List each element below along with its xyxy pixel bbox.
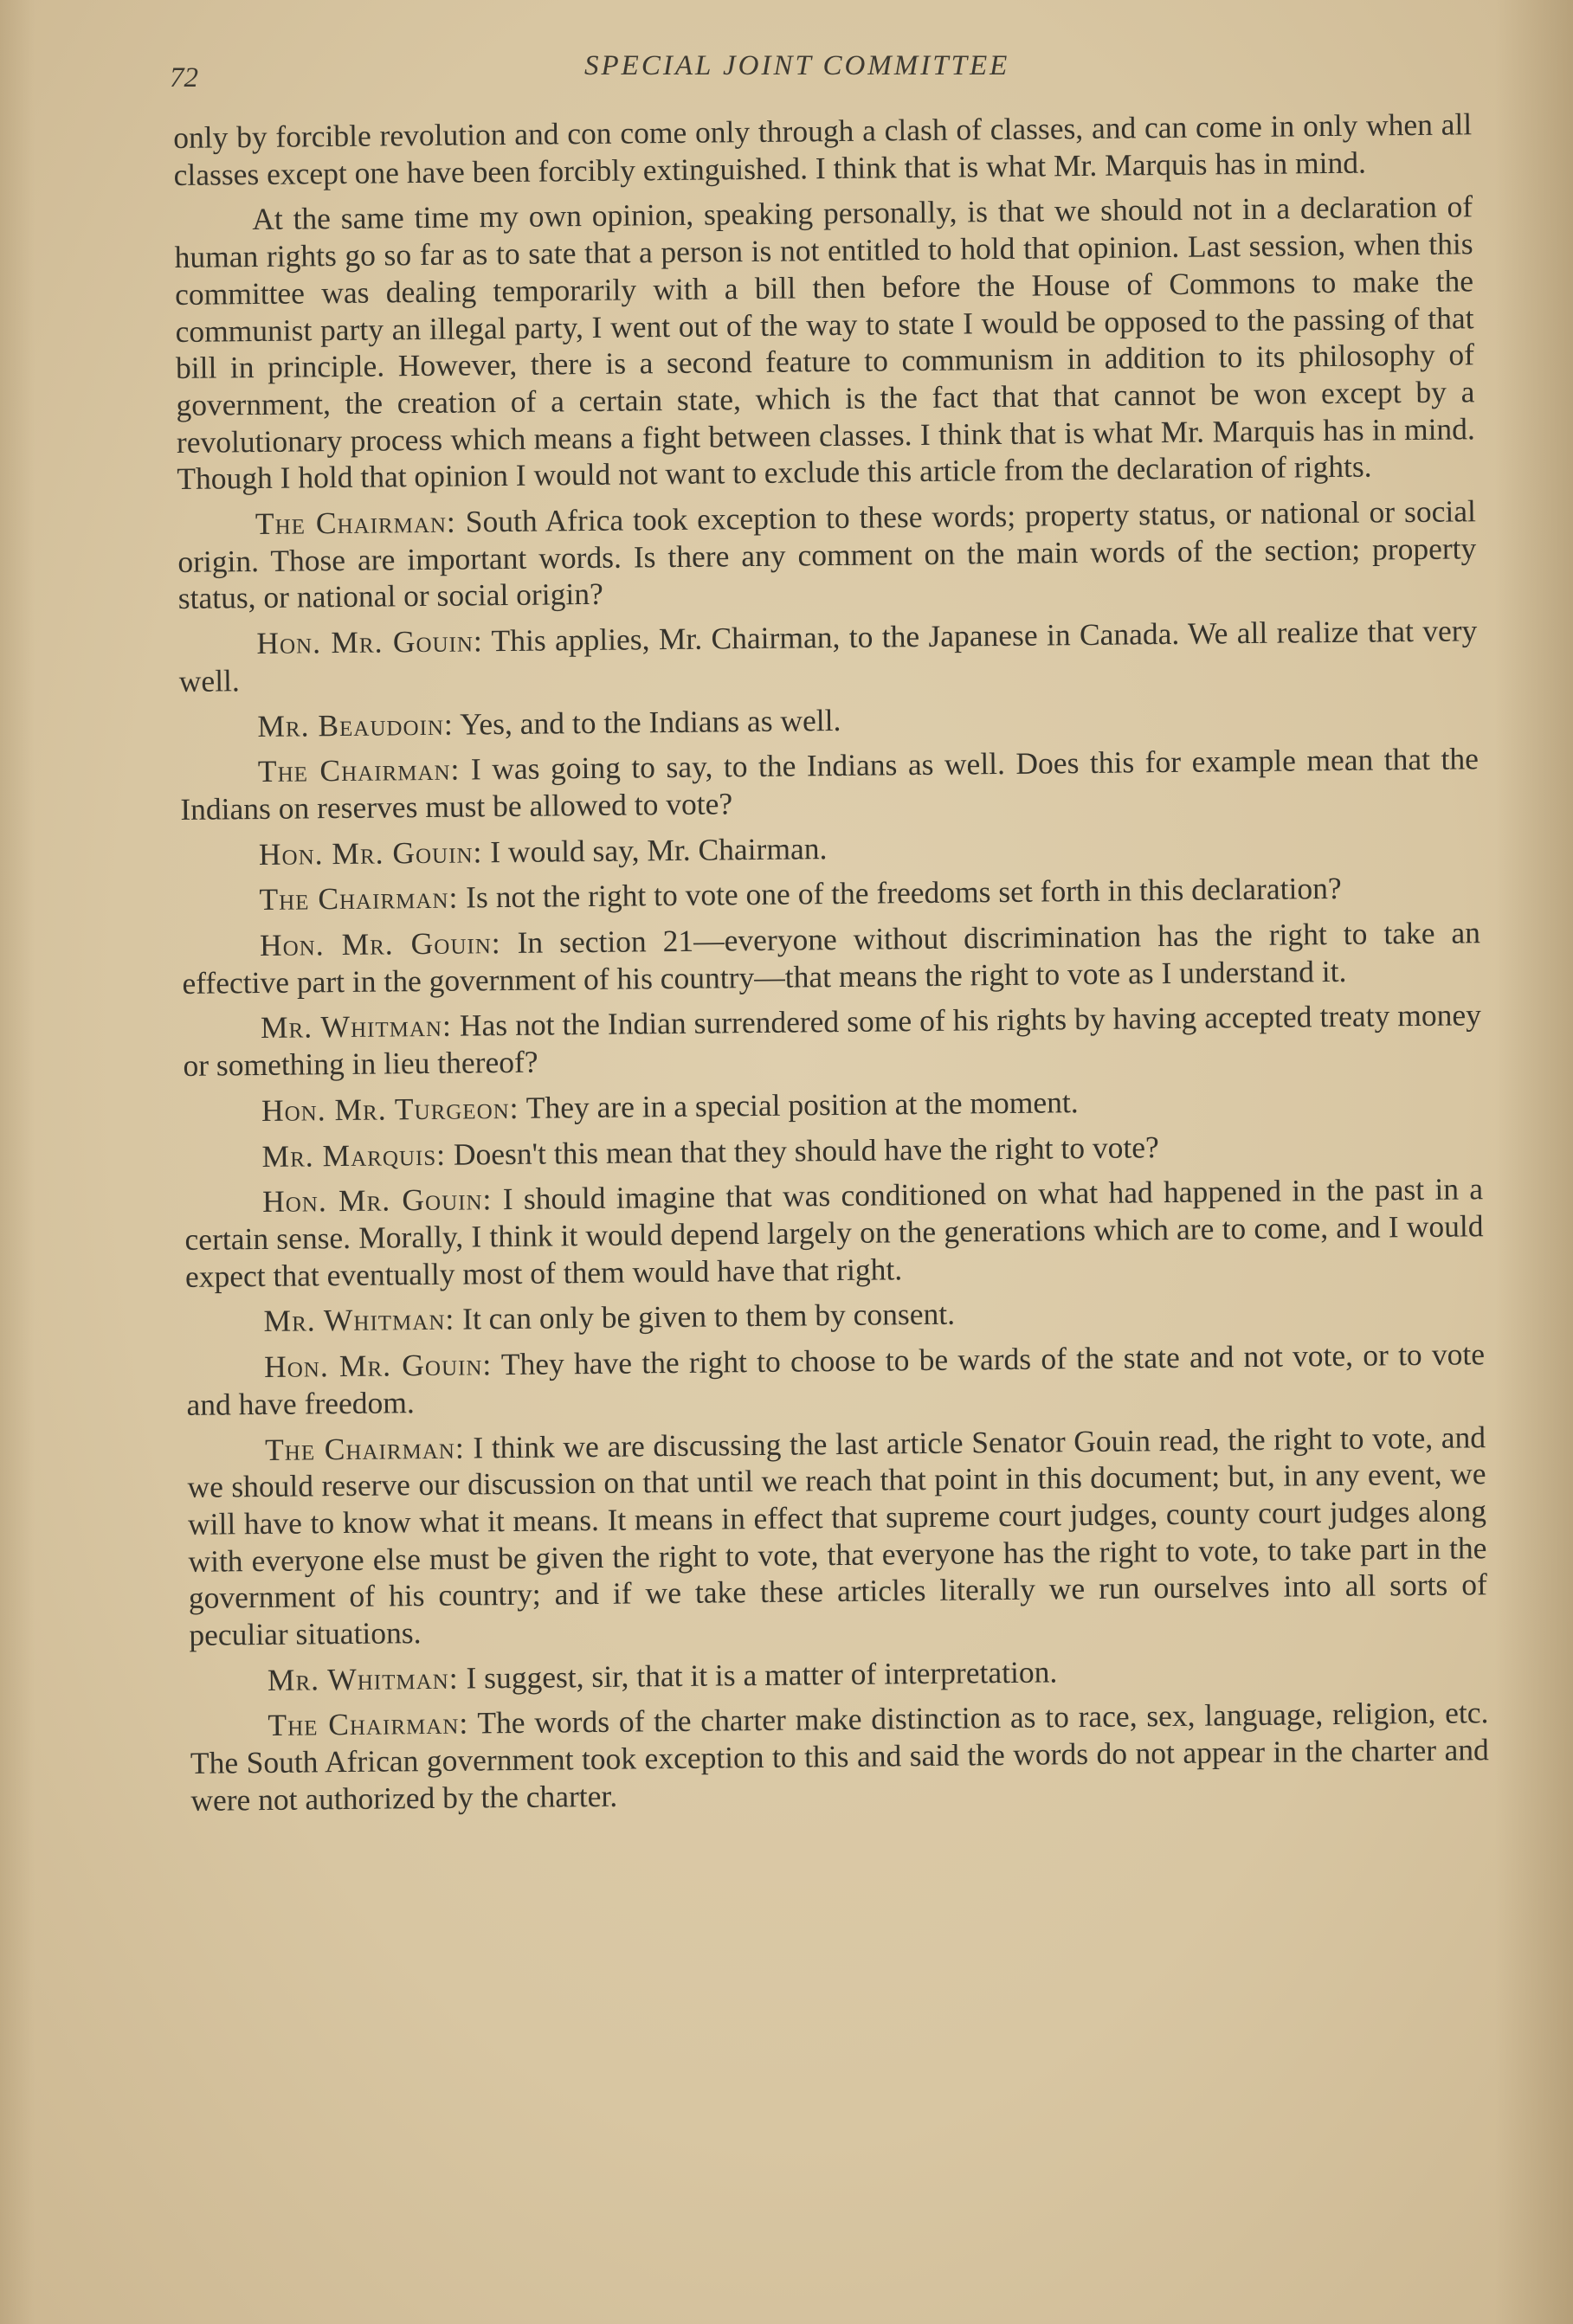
paragraph-text: only by forcible revolution and con come only through a clash of classes, and can come in only when all classes except one have been forcibly extinguished. I think that is what Mr. Marquis has in mind.	[173, 106, 1473, 192]
speaker-name: The Chairman:	[268, 1705, 469, 1743]
paragraph	[187, 1419, 1488, 1654]
paragraph	[184, 1079, 1482, 1130]
page-number: 72	[170, 62, 198, 93]
paragraph-text: South Africa took exception to these words; property status, or national or social origin. Those are important words. Is there any comment on the main words of the section; property status, or national or social origin?	[177, 493, 1477, 616]
speaker-name: Mr. Beaudoin:	[257, 706, 454, 744]
speaker-name: Mr. Marquis:	[261, 1136, 447, 1174]
speaker-name: Hon. Mr. Gouin:	[263, 1347, 493, 1385]
paragraph-text: They have the right to choose to be wards of the state and not vote, or to vote and have freedom.	[186, 1336, 1486, 1422]
paragraph-text: In section 21—everyone without discrimination has the right to take an effective part in the government of his country—that means the right to vote as I understand it.	[182, 915, 1481, 1001]
page-edge-shadow-right	[1495, 0, 1573, 2324]
speaker-name: The Chairman:	[264, 1430, 465, 1467]
paragraph-text: I suggest, sir, that it is a matter of interpretation.	[466, 1654, 1058, 1696]
speaker-name: Mr. Whitman:	[263, 1302, 455, 1339]
paragraph	[186, 1336, 1486, 1423]
speaker-name: The Chairman:	[255, 504, 457, 542]
paragraph-text: I think we are discussing the last article Senator Gouin read, the right to vote, and we should reserve our discussion on that until we reach that point in this document; but, in any event, we will have to know what it means. It means in effect that supreme court judges, county court judges along with everyone else must be given the right to vote, that everyone has the right to vote, to take part in the government of his country; and if we take these articles literally we run ourselves into all sorts of peculiar situations.	[187, 1419, 1488, 1652]
paragraph	[178, 612, 1478, 699]
paragraph	[190, 1695, 1489, 1819]
speaker-name: Mr. Whitman:	[267, 1660, 459, 1697]
paragraph-text: At the same time my own opinion, speaking personally, is that we should not in a declaration of human rights go so far as to sate that a person is not entitled to hold that opinion. Last session, when this committee was dealing temporarily with a bill then before the House of Commons to make the communist party an illegal party, I went out of the way to state I would be opposed to the passing of that bill in principle. However, there is a second feature to communism in addition to its philosophy of government, the creation of a certain state, which is the fact that that cannot be won except by a revolutionary process which means a fight between classes. I think that is what Mr. Marquis has in mind. Though I hold that opinion I would not want to exclude this article from the declaration of rights.	[174, 189, 1476, 497]
page-edge-shadow-left	[0, 0, 35, 2324]
speaker-name: Hon. Mr. Gouin:	[261, 1181, 493, 1220]
paragraph	[185, 1291, 1484, 1341]
paragraph	[184, 1171, 1484, 1296]
paragraph	[174, 189, 1475, 498]
paragraph-text: They are in a special position at the moment.	[525, 1084, 1079, 1125]
speaker-name: Hon. Mr. Gouin:	[259, 925, 501, 963]
paragraph-text: I should imagine that was conditioned on what had happened in the past in a certain sense. Morally, I think it would depend largely on the generations which are to come, and I would expect that eventually most of them would have that right.	[184, 1171, 1484, 1294]
paragraph	[190, 1649, 1488, 1699]
speaker-name: The Chairman:	[257, 751, 461, 789]
page-header	[164, 50, 1489, 93]
speaker-name: Hon. Mr. Turgeon:	[261, 1090, 519, 1128]
paragraph	[173, 106, 1473, 193]
paragraph-text: Has not the Indian surrendered some of his rights by having accepted treaty money or something in lieu thereof?	[183, 997, 1482, 1084]
transcript-body	[173, 106, 1490, 1827]
paragraph	[177, 492, 1477, 617]
running-title: SPECIAL JOINT COMMITTEE	[584, 50, 1010, 81]
speaker-name: The Chairman:	[259, 879, 459, 917]
paragraph-text: The words of the charter make distinction as to race, sex, language, religion, etc. The South African government took exception to this and said the words do not appear in the charter and were not authorized by the charter.	[190, 1695, 1490, 1818]
speaker-name: Mr. Whitman:	[260, 1008, 453, 1046]
paragraph-text: Is not the right to vote one of the freedoms set forth in this declaration?	[465, 871, 1342, 915]
paragraph	[182, 914, 1481, 1001]
paragraph-text: This applies, Mr. Chairman, to the Japanese in Canada. We all realize that very well.	[178, 613, 1478, 698]
paragraph-text: I would say, Mr. Chairman.	[490, 830, 828, 869]
speaker-name: Hon. Mr. Gouin:	[256, 623, 484, 661]
paragraph-text: It can only be given to them by consent.	[461, 1297, 956, 1336]
paragraph	[183, 997, 1482, 1085]
paragraph	[179, 695, 1478, 745]
paragraph-text: Yes, and to the Indians as well.	[460, 702, 841, 742]
paragraph	[181, 869, 1480, 919]
paragraph-text: Doesn't this mean that they should have the right to vote?	[453, 1129, 1159, 1172]
speaker-name: Hon. Mr. Gouin:	[258, 834, 483, 872]
paragraph	[180, 741, 1480, 828]
paragraph	[181, 823, 1480, 873]
paragraph-text: I was going to say, to the Indians as well. Does this for example mean that the Indians on reserves must be allowed to vote?	[180, 741, 1480, 827]
paragraph	[184, 1125, 1482, 1175]
